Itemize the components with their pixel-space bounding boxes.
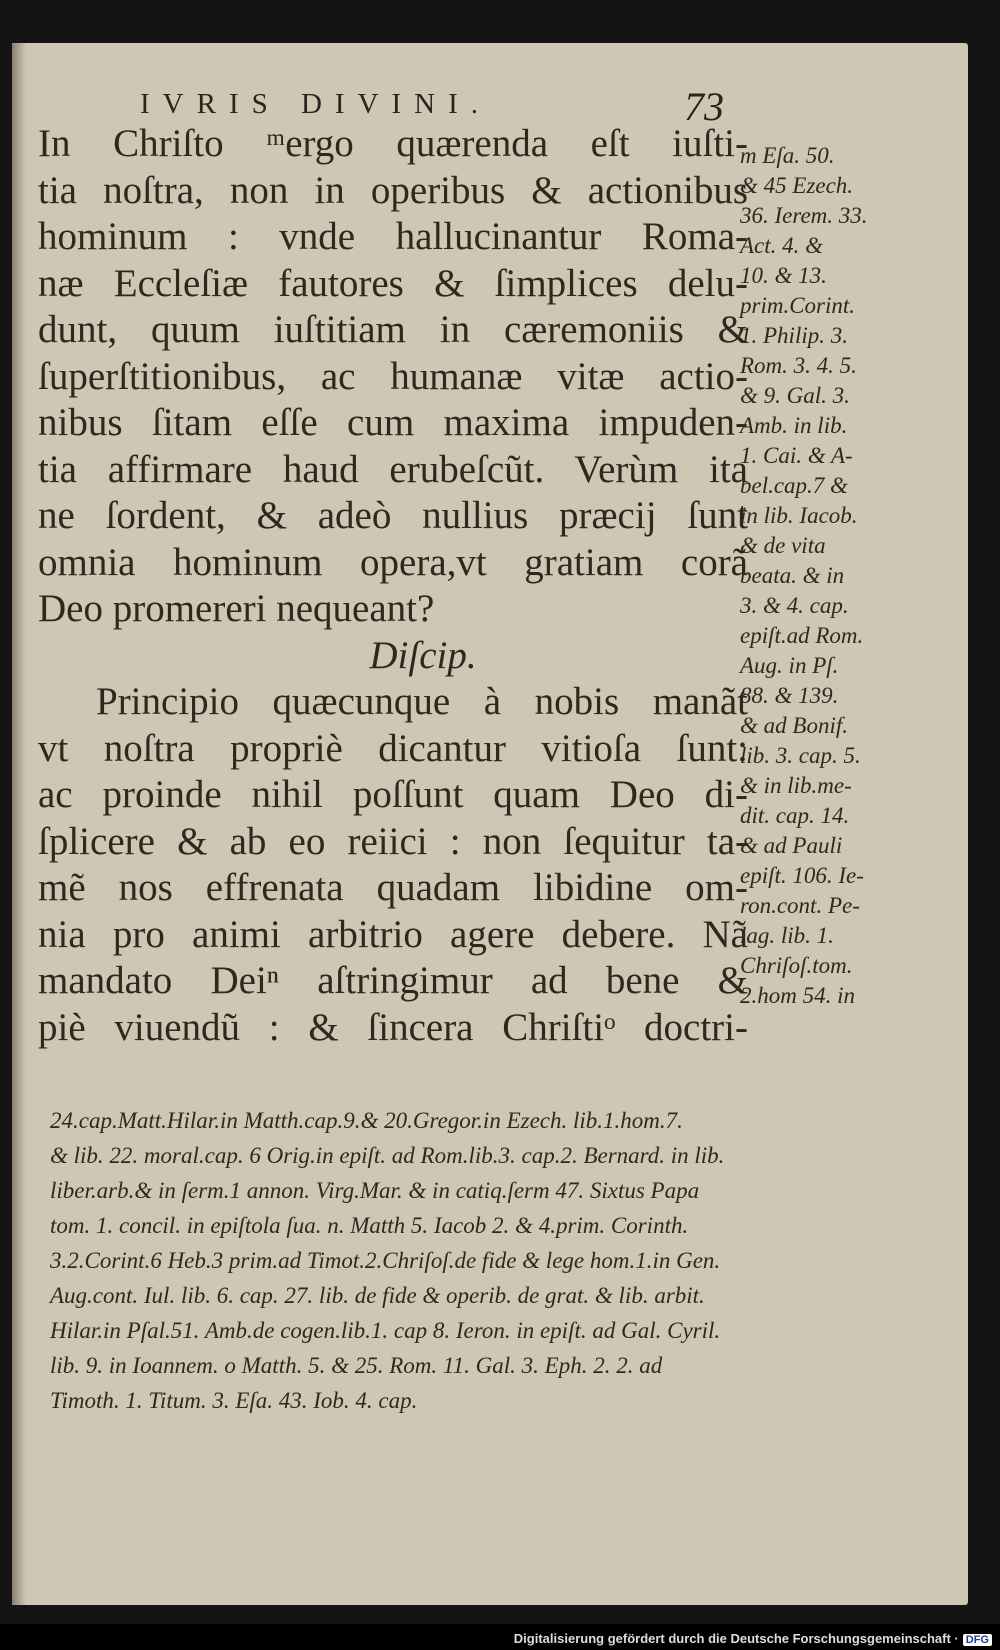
margin-note-line: 88. & 139. <box>740 683 839 708</box>
text-line: Principio quæcunque à nobis manãt <box>96 680 748 723</box>
margin-note-line: & ad Pauli <box>740 833 843 858</box>
footnote-line: & lib. 22. moral.cap. 6 Orig.in epiſt. ad Rom.lib.3. cap.2. Bernard. in lib. <box>50 1143 725 1168</box>
margin-note-line: lag. lib. 1. <box>740 923 834 948</box>
margin-note-line: in lib. Iacob. <box>740 503 858 528</box>
credit-text: Digitalisierung gefördert durch die Deutsche Forschungsgemeinschaft · <box>513 1631 959 1646</box>
text-line: ſplicere & ab eo reiici : non ſequitur ta- <box>38 819 748 863</box>
footnote-line: 3.2.Corint.6 Heb.3 prim.ad Timot.2.Chriſoſ.de fide & lege hom.1.in Gen. <box>50 1248 721 1273</box>
margin-note-line: 10. & 13. <box>740 263 827 288</box>
footnote-line: liber.arb.& in ſerm.1 annon. Virg.Mar. & in catiq.ſerm 47. Sixtus Papa <box>50 1178 700 1203</box>
margin-note-line: ron.cont. Pe- <box>740 893 860 918</box>
margin-note-line: Aug. in Pſ. <box>740 653 839 678</box>
text-line: tia noſtra, non in operibus & actionibus <box>38 168 748 212</box>
text-line: tia affirmare haud erubeſcũt. Verùm ita <box>38 447 748 491</box>
margin-note-line: Rom. 3. 4. 5. <box>740 353 857 378</box>
text-line: ac proinde nihil poſſunt quam Deo di- <box>38 773 748 816</box>
page-number: 73 <box>684 84 724 129</box>
footnote-line: tom. 1. concil. in epiſtola ſua. n. Matth 5. Iacob 2. & 4.prim. Corinth. <box>50 1213 689 1238</box>
margin-note-line: & de vita <box>740 533 826 558</box>
footnote-line: Timoth. 1. Titum. 3. Eſa. 43. Iob. 4. cap. <box>50 1388 418 1413</box>
footnote-line: 24.cap.Matt.Hilar.in Matth.cap.9.& 20.Gregor.in Ezech. lib.1.hom.7. <box>50 1108 683 1133</box>
margin-note-line: prim.Corint. <box>740 293 856 318</box>
margin-note-line: epiſt.ad Rom. <box>740 623 864 648</box>
text-line: ſuperſtitionibus, ac humanæ vitæ actio- <box>38 354 748 398</box>
dfg-credit <box>514 1631 992 1646</box>
book-page <box>12 43 968 1605</box>
margin-note-line: beata. & in <box>740 563 845 588</box>
text-line: In Chriſto ᵐergo quærenda eſt iuſti- <box>38 122 748 165</box>
text-line: nibus ſitam eſſe cum maxima impuden- <box>38 401 748 444</box>
text-line: ne ſordent, & adeò nullius præcij ſunt <box>38 494 748 537</box>
margin-note-line: 3. & 4. cap. <box>740 593 849 618</box>
margin-note-line: 1. Philip. 3. <box>740 323 848 348</box>
text-line: dunt, quum iuſtitiam in cæremoniis & <box>38 308 748 351</box>
text-line: næ Eccleſiæ fautores & ſimplices delu- <box>38 261 748 305</box>
text-line: omnia hominum opera,vt gratiam corã <box>38 540 748 584</box>
margin-note-line: m Eſa. 50. <box>740 143 835 168</box>
page-spine-shadow <box>12 43 26 1605</box>
text-line: piè viuendũ : & ſincera Chriſtiᵒ doctri- <box>38 1005 748 1049</box>
margin-note-line: Act. 4. & <box>740 233 824 258</box>
footnote-line: lib. 9. in Ioannem. o Matth. 5. & 25. Rom. 11. Gal. 3. Eph. 2. 2. ad <box>50 1353 663 1378</box>
running-header: IVRIS DIVINI. <box>140 88 492 120</box>
text-line: mandato Deiⁿ aſtringimur ad bene & <box>38 959 748 1002</box>
text-line: Deo promereri nequeant? <box>38 587 435 630</box>
margin-notes <box>740 141 940 1011</box>
text-line: hominum : vnde hallucinantur Roma- <box>38 215 748 258</box>
text-line: vt noſtra propriè dicantur vitioſa ſunt: <box>38 726 748 770</box>
footnote-line: Aug.cont. Iul. lib. 6. cap. 27. lib. de fide & operib. de grat. & lib. arbit. <box>50 1283 705 1308</box>
margin-note-line: 2.hom 54. in <box>740 983 855 1008</box>
margin-note-line: & in lib.me- <box>740 773 852 798</box>
margin-note-line: & 9. Gal. 3. <box>740 383 850 408</box>
margin-note-line: Amb. in lib. <box>740 413 848 438</box>
text-line: mẽ nos effrenata quadam libidine om- <box>38 866 748 909</box>
margin-note-line: epiſt. 106. Ie- <box>740 863 864 888</box>
text-line: nia pro animi arbitrio agere debere. Nã <box>38 912 748 956</box>
credit-bar <box>0 1624 1000 1650</box>
margin-note-line: lib. 3. cap. 5. <box>740 743 861 768</box>
main-text-block <box>38 121 748 1051</box>
margin-note-line: dit. cap. 14. <box>740 803 850 828</box>
margin-note-line: 36. Ierem. 33. <box>740 203 868 228</box>
margin-note-line: Chriſoſ.tom. <box>740 953 853 978</box>
footnotes-block <box>50 1103 920 1418</box>
margin-note-line: bel.cap.7 & <box>740 473 848 498</box>
margin-note-line: & ad Bonif. <box>740 713 848 738</box>
margin-note-line: & 45 Ezech. <box>740 173 854 198</box>
footnote-line: Hilar.in Pſal.51. Amb.de cogen.lib.1. cap 8. Ieron. in epiſt. ad Gal. Cyril. <box>50 1318 721 1343</box>
margin-note-line: 1. Cai. & A- <box>740 443 853 468</box>
dfg-logo: DFG <box>963 1634 992 1646</box>
section-heading: Diſcip. <box>369 633 477 677</box>
